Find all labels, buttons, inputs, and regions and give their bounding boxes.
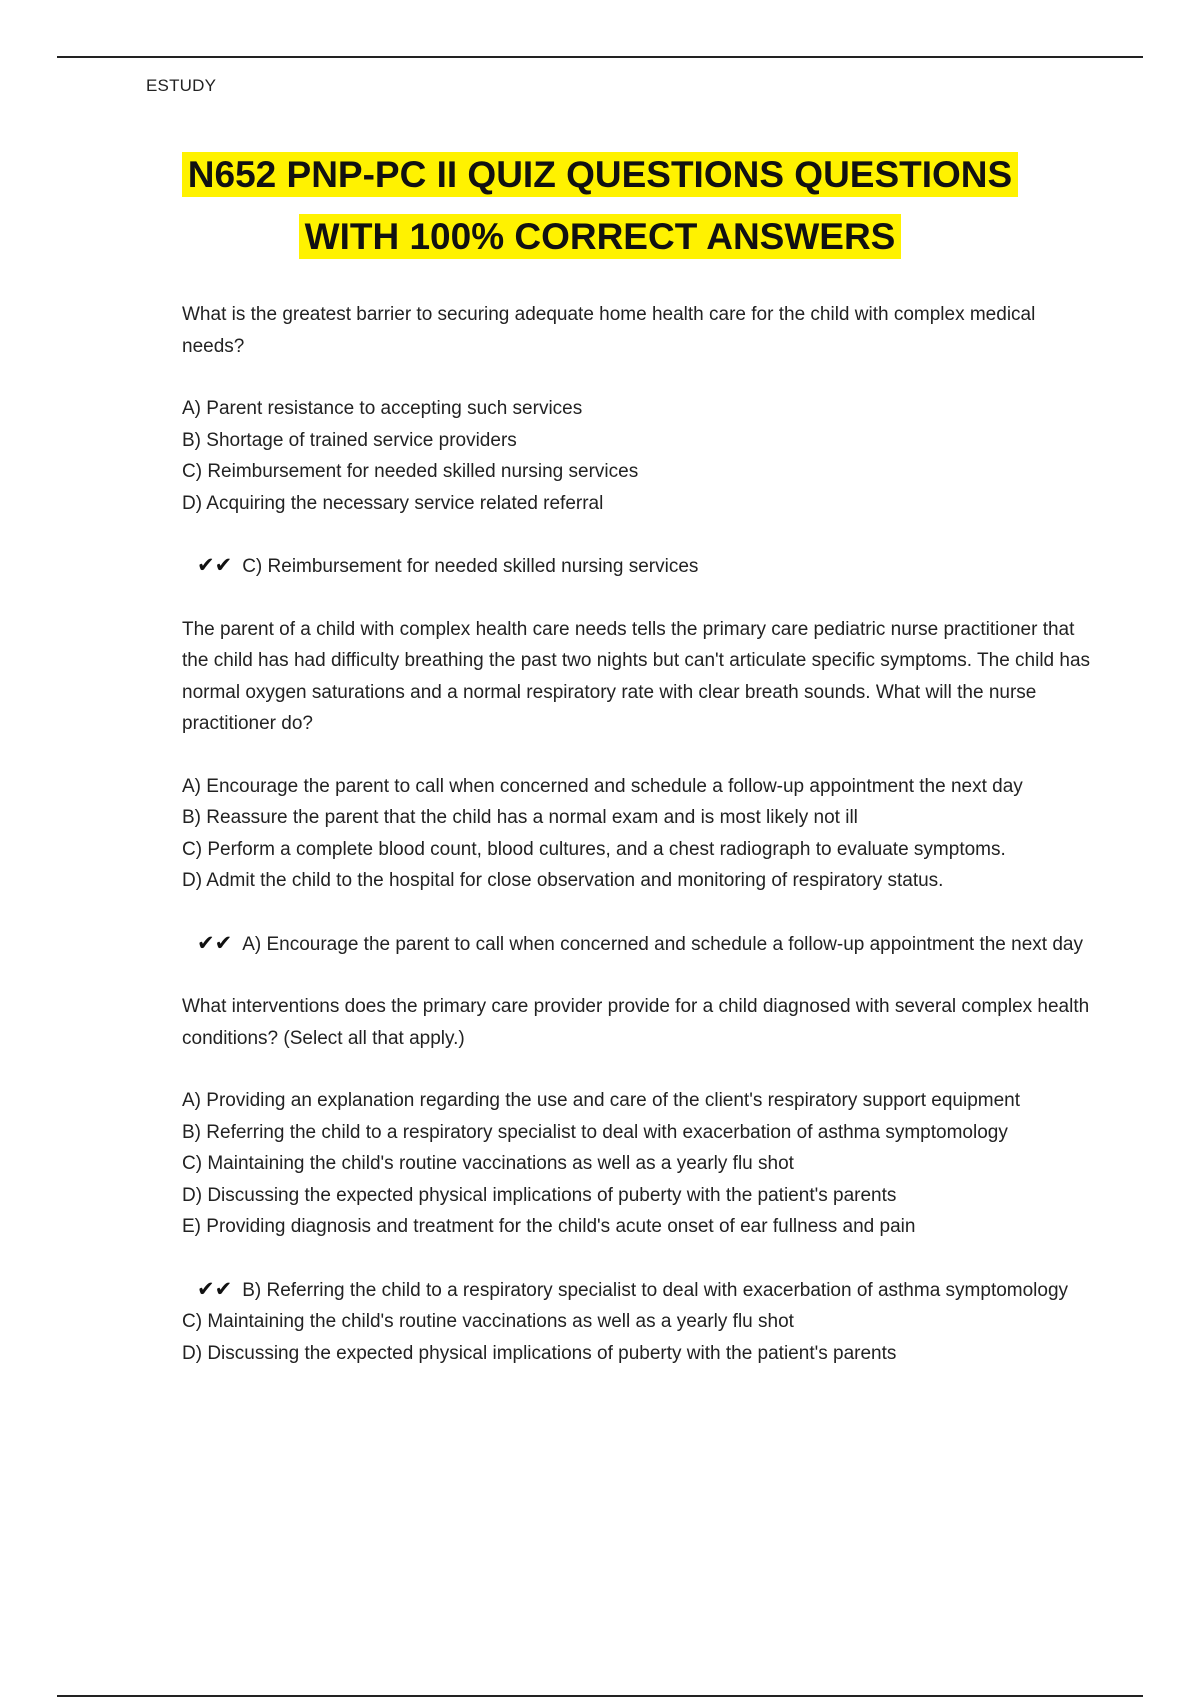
option-list — [182, 1085, 1102, 1243]
correct-answer — [182, 928, 1102, 961]
option-item: C) Maintaining the child's routine vaccinations as well as a yearly flu shot — [182, 1153, 794, 1174]
option-item: B) Reassure the parent that the child has a normal exam and is most likely not ill — [182, 807, 858, 828]
option-item: A) Parent resistance to accepting such services — [182, 398, 583, 419]
option-list — [182, 393, 1102, 519]
document-title — [0, 144, 1200, 268]
question-text: What interventions does the primary care provider provide for a child diagnosed with several complex health conditions? (Select all that apply.) — [182, 996, 1090, 1049]
title-line-1: N652 PNP-PC II QUIZ QUESTIONS QUESTIONS — [182, 152, 1018, 197]
option-item: C) Reimbursement for needed skilled nursing services — [182, 461, 639, 482]
question-block — [182, 614, 1102, 961]
bottom-rule — [57, 1695, 1143, 1697]
answer-text: A) Encourage the parent to call when concerned and schedule a follow-up appointment the next day — [242, 933, 1083, 955]
question-block — [182, 991, 1102, 1369]
question-text: What is the greatest barrier to securing adequate home health care for the child with complex medical needs? — [182, 304, 1036, 357]
correct-answer — [182, 1274, 1102, 1307]
option-item: A) Providing an explanation regarding the use and care of the client's respiratory support equipment — [182, 1090, 1021, 1111]
double-check-icon: ✔✔ — [197, 554, 233, 577]
top-rule — [57, 56, 1143, 58]
question-text: The parent of a child with complex health care needs tells the primary care pediatric nurse practitioner that the child has had difficulty breathing the past two nights but can't articulate specific symptoms. The child has normal oxygen saturations and a normal respiratory rate with clear breath sounds. What will the nurse practitioner do? — [182, 618, 1091, 734]
option-item: D) Acquiring the necessary service related referral — [182, 492, 604, 514]
quiz-content — [182, 299, 1102, 1400]
option-list — [182, 771, 1102, 897]
answer-extra-item: D) Discussing the expected physical implications of puberty with the patient's parents — [182, 1342, 897, 1364]
correct-answer — [182, 550, 1102, 583]
answer-text: B) Referring the child to a respiratory specialist to deal with exacerbation of asthma symptomology — [242, 1279, 1069, 1301]
option-item: E) Providing diagnosis and treatment for the child's acute onset of ear fullness and pain — [182, 1216, 916, 1237]
question-block — [182, 299, 1102, 583]
option-item: D) Discussing the expected physical implications of puberty with the patient's parents — [182, 1184, 897, 1206]
double-check-icon: ✔✔ — [197, 931, 233, 955]
option-item: B) Referring the child to a respiratory specialist to deal with exacerbation of asthma symptomology — [182, 1121, 1008, 1143]
option-item: B) Shortage of trained service providers — [182, 429, 517, 451]
title-line-2: WITH 100% CORRECT ANSWERS — [299, 214, 902, 259]
double-check-icon: ✔✔ — [197, 1277, 233, 1301]
answer-text: C) Reimbursement for needed skilled nursing services — [242, 556, 699, 577]
header-label: ESTUDY — [146, 76, 217, 95]
option-item: A) Encourage the parent to call when concerned and schedule a follow-up appointment the next day — [182, 775, 1023, 797]
option-item: C) Perform a complete blood count, blood cultures, and a chest radiograph to evaluate symptoms. — [182, 838, 1006, 860]
answer-extra-item: C) Maintaining the child's routine vaccinations as well as a yearly flu shot — [182, 1311, 794, 1332]
option-item: D) Admit the child to the hospital for close observation and monitoring of respiratory status. — [182, 870, 944, 891]
